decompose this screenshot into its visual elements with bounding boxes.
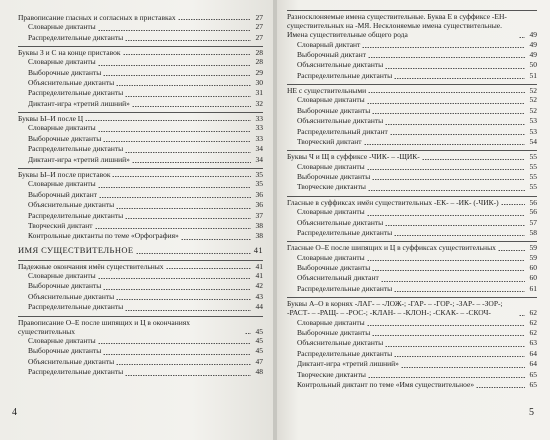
entry-page-number: 45	[255, 335, 263, 345]
entry-title: Выборочные диктанты	[28, 281, 102, 291]
toc-entry	[287, 318, 537, 328]
entry-page-number: 50	[529, 60, 537, 70]
dot-leader	[181, 239, 251, 240]
toc-entry	[18, 155, 263, 165]
toc-section	[18, 316, 263, 378]
entry-title: Правописание О–Е после шипящих и Ц в окончаниях существительных	[18, 317, 190, 336]
dot-leader	[368, 377, 525, 378]
entry-page-number: 33	[255, 123, 263, 133]
entry-title: Правописание гласных и согласных в приставках	[18, 13, 176, 22]
entry-title: Выборочный диктант	[297, 50, 366, 60]
chapter-heading	[18, 245, 263, 256]
section-heading	[287, 86, 537, 95]
dot-leader	[372, 179, 525, 180]
dot-leader	[98, 278, 251, 279]
dot-leader	[498, 250, 525, 251]
toc-entry	[18, 302, 263, 312]
entry-title: Словарные диктанты	[28, 270, 96, 280]
entry-page-number: 52	[529, 105, 537, 115]
toc-entry	[287, 95, 537, 105]
toc-section	[18, 168, 263, 242]
entry-page-number: 59	[529, 252, 537, 262]
entry-page-number: 27	[255, 22, 263, 32]
entry-title: Распределительные диктанты	[28, 144, 124, 154]
dot-leader	[385, 124, 525, 125]
entry-title: Объяснительные диктанты	[297, 60, 384, 70]
toc-entry	[18, 33, 263, 43]
dot-leader	[401, 367, 525, 368]
entry-title: Творческий диктант	[297, 137, 362, 147]
dot-leader	[394, 78, 525, 79]
toc-entry	[287, 127, 537, 137]
entry-page-number: 41	[253, 244, 263, 255]
dot-leader	[519, 37, 525, 38]
entry-page-number: 56	[529, 197, 537, 207]
section-heading	[18, 13, 263, 22]
entry-page-number: 64	[529, 359, 537, 369]
entry-page-number: 42	[255, 281, 263, 291]
entry-title: Словарные диктанты	[28, 22, 96, 32]
entry-page-number: 27	[255, 13, 263, 22]
dot-leader	[476, 387, 525, 388]
entry-title: Объяснительные диктанты	[28, 78, 115, 88]
dot-leader	[362, 47, 525, 48]
dot-leader	[178, 19, 251, 20]
toc-entry	[18, 221, 263, 231]
entry-page-number: 55	[529, 161, 537, 171]
toc-entry	[18, 78, 263, 88]
entry-title: Распределительные диктанты	[28, 32, 124, 42]
dot-leader	[116, 364, 251, 365]
dot-leader	[125, 218, 251, 219]
toc-entry	[18, 211, 263, 221]
toc-section	[18, 260, 263, 313]
dot-leader	[132, 162, 251, 163]
entry-title: Объяснительные диктанты	[28, 291, 115, 301]
entry-title: Распределительные диктанты	[297, 283, 393, 293]
entry-page-number: 41	[255, 270, 263, 280]
entry-page-number: 62	[529, 327, 537, 337]
entry-title: Объяснительные диктанты	[297, 217, 384, 227]
entry-page-number: 53	[529, 116, 537, 126]
entry-page-number: 55	[529, 152, 537, 162]
section-heading	[18, 48, 263, 57]
entry-page-number: 36	[255, 200, 263, 210]
dot-leader	[367, 215, 525, 216]
entry-title: Объяснительные диктанты	[297, 338, 384, 348]
section-heading	[287, 12, 537, 40]
entry-page-number: 62	[529, 317, 537, 327]
toc-entry	[18, 346, 263, 356]
section-heading	[18, 170, 263, 179]
entry-page-number: 57	[529, 217, 537, 227]
right-page-number: 5	[529, 407, 534, 418]
toc-entry	[287, 116, 537, 126]
entry-title: Выборочные диктанты	[297, 172, 371, 182]
entry-title: Распределительные диктанты	[297, 348, 393, 358]
dot-leader	[367, 103, 525, 104]
toc-entry	[18, 99, 263, 109]
section-heading	[18, 262, 263, 271]
dot-leader	[125, 310, 251, 311]
left-table-of-contents	[18, 12, 263, 381]
toc-section	[18, 12, 263, 43]
toc-entry	[287, 218, 537, 228]
entry-page-number: 45	[255, 346, 263, 356]
entry-page-number: 38	[255, 220, 263, 230]
section-heading	[287, 243, 537, 252]
toc-section	[287, 196, 537, 238]
entry-page-number: 63	[529, 338, 537, 348]
dot-leader	[125, 40, 251, 41]
entry-page-number: 64	[529, 348, 537, 358]
toc-entry	[287, 50, 537, 60]
entry-title: Диктант-игра «третий лишний»	[297, 359, 399, 369]
entry-title: Объяснительные диктанты	[28, 200, 115, 210]
entry-title: Выборочные диктанты	[297, 327, 371, 337]
dot-leader	[367, 169, 525, 170]
dot-leader	[123, 54, 251, 55]
dot-leader	[394, 235, 525, 236]
entry-page-number: 56	[529, 207, 537, 217]
dot-leader	[390, 134, 525, 135]
toc-entry	[18, 231, 263, 241]
toc-entry	[287, 284, 537, 294]
entry-title: Диктант-игра «третий лишний»	[28, 154, 130, 164]
dot-leader	[394, 356, 525, 357]
dot-leader	[385, 68, 525, 69]
dot-leader	[394, 291, 525, 292]
entry-page-number: 61	[529, 283, 537, 293]
toc-entry	[18, 68, 263, 78]
entry-title: Распределительные диктанты	[28, 367, 124, 377]
entry-page-number: 41	[255, 261, 263, 271]
entry-title: Объяснительный диктант	[297, 273, 379, 283]
entry-title: Выборочные диктанты	[297, 262, 371, 272]
toc-section	[287, 84, 537, 147]
toc-entry	[287, 60, 537, 70]
entry-title: Буквы Ы–И после Ц	[18, 114, 84, 124]
dot-leader	[125, 96, 251, 97]
entry-page-number: 62	[529, 308, 537, 318]
dot-leader	[95, 228, 251, 229]
entry-page-number: 34	[255, 144, 263, 154]
toc-section	[287, 150, 537, 192]
entry-page-number: 30	[255, 78, 263, 88]
entry-title: Распределительный диктант	[297, 126, 388, 136]
dot-leader	[136, 253, 252, 254]
entry-title: Выборочный диктант	[28, 189, 97, 199]
entry-page-number: 38	[255, 231, 263, 241]
entry-page-number: 28	[255, 57, 263, 67]
toc-entry	[287, 40, 537, 50]
dot-leader	[103, 354, 251, 355]
toc-entry	[18, 357, 263, 367]
entry-page-number: 37	[255, 210, 263, 220]
entry-page-number: 48	[255, 367, 263, 377]
entry-title: Творческие диктанты	[297, 182, 366, 192]
dot-leader	[368, 190, 525, 191]
dot-leader	[385, 225, 525, 226]
toc-entry	[18, 271, 263, 281]
dot-leader	[381, 281, 525, 282]
entry-page-number: 35	[255, 179, 263, 189]
dot-leader	[98, 30, 251, 31]
entry-page-number: 43	[255, 291, 263, 301]
dot-leader	[116, 299, 251, 300]
entry-title: Словарные диктанты	[28, 57, 96, 67]
entry-title: Словарные диктанты	[28, 179, 96, 189]
entry-title: Творческие диктанты	[297, 369, 366, 379]
toc-entry	[287, 71, 537, 81]
entry-title: Словарный диктант	[297, 39, 361, 49]
toc-section	[18, 112, 263, 165]
entry-title: Буквы Ы–И после приставок	[18, 170, 111, 180]
entry-title: Объяснительные диктанты	[28, 356, 115, 366]
entry-title: Буквы Ч и Щ в суффиксе -ЧИК- – -ЩИК-	[287, 152, 420, 162]
toc-entry	[287, 162, 537, 172]
dot-leader	[98, 131, 251, 132]
section-heading	[18, 318, 263, 336]
toc-entry	[287, 207, 537, 217]
entry-title: Творческий диктант	[28, 220, 93, 230]
entry-title: ИМЯ СУЩЕСТВИТЕЛЬНОЕ	[18, 244, 134, 255]
toc-entry	[18, 281, 263, 291]
entry-page-number: 51	[529, 70, 537, 80]
section-heading	[287, 152, 537, 161]
dot-leader	[98, 343, 251, 344]
toc-entry	[287, 106, 537, 116]
toc-section	[18, 46, 263, 109]
entry-title: Диктант-игра «третий лишний»	[28, 98, 130, 108]
toc-entry	[287, 380, 537, 390]
section-heading	[287, 299, 537, 317]
entry-page-number: 29	[255, 67, 263, 77]
toc-entry	[287, 328, 537, 338]
entry-title: Объяснительные диктанты	[297, 116, 384, 126]
dot-leader	[112, 176, 251, 177]
toc-entry	[18, 367, 263, 377]
dot-leader	[368, 92, 525, 93]
dot-leader	[103, 141, 251, 142]
entry-title: Распределительные диктанты	[28, 88, 124, 98]
dot-leader	[367, 325, 525, 326]
dot-leader	[372, 270, 525, 271]
dot-leader	[519, 315, 525, 316]
entry-page-number: 49	[529, 50, 537, 60]
entry-title: Контрольный диктант по теме «Имя существительное»	[297, 379, 475, 389]
entry-title: Словарные диктанты	[28, 335, 96, 345]
dot-leader	[85, 120, 251, 121]
dot-leader	[368, 57, 525, 58]
entry-page-number: 49	[529, 39, 537, 49]
toc-entry	[287, 273, 537, 283]
toc-entry	[287, 228, 537, 238]
section-heading	[287, 198, 537, 207]
section-heading	[18, 114, 263, 123]
left-page-number: 4	[12, 407, 17, 418]
entry-title: Падежные окончания имён существительных	[18, 261, 164, 271]
entry-page-number: 60	[529, 273, 537, 283]
toc-entry	[287, 359, 537, 369]
toc-entry	[287, 263, 537, 273]
entry-page-number: 32	[255, 98, 263, 108]
dot-leader	[385, 346, 525, 347]
entry-page-number: 34	[255, 154, 263, 164]
entry-title: Словарные диктанты	[297, 95, 365, 105]
entry-page-number: 55	[529, 182, 537, 192]
toc-entry	[18, 292, 263, 302]
entry-title: Распределительные диктанты	[28, 210, 124, 220]
entry-page-number: 49	[529, 30, 537, 40]
entry-page-number: 45	[255, 326, 263, 336]
dot-leader	[125, 152, 251, 153]
entry-title: Буквы З и С на конце приставок	[18, 48, 121, 58]
entry-title: Выборочные диктанты	[28, 133, 102, 143]
toc-entry	[287, 137, 537, 147]
right-table-of-contents	[287, 10, 537, 393]
toc-entry	[18, 144, 263, 154]
entry-page-number: 60	[529, 262, 537, 272]
toc-entry	[18, 200, 263, 210]
entry-page-number: 53	[529, 126, 537, 136]
entry-title: Гласные О–Е после шипящих и Ц в суффиксах существительных	[287, 243, 496, 253]
dot-leader	[125, 375, 251, 376]
toc-entry	[287, 338, 537, 348]
dot-leader	[99, 197, 251, 198]
toc-entry	[18, 88, 263, 98]
toc-entry	[18, 179, 263, 189]
entry-title: Словарные диктанты	[297, 161, 365, 171]
entry-title: Распределительные диктанты	[297, 70, 393, 80]
toc-entry	[18, 57, 263, 67]
toc-entry	[287, 182, 537, 192]
entry-title: Разносклоняемые имена существительные. Буква Е в суффиксе -ЕН- существительных на -МЯ. Несклоняемые имена существительные. Имена существительные общего рода	[287, 12, 507, 40]
entry-page-number: 44	[255, 302, 263, 312]
entry-page-number: 47	[255, 356, 263, 366]
dot-leader	[103, 289, 251, 290]
entry-title: НЕ с существительными	[287, 86, 367, 96]
entry-page-number: 52	[529, 95, 537, 105]
entry-title: Контрольные диктанты по теме «Орфография»	[28, 231, 179, 241]
toc-entry	[287, 370, 537, 380]
entry-page-number: 35	[255, 170, 263, 180]
entry-page-number: 55	[529, 172, 537, 182]
entry-page-number: 54	[529, 137, 537, 147]
dot-leader	[103, 75, 251, 76]
dot-leader	[98, 65, 251, 66]
toc-entry	[18, 134, 263, 144]
toc-entry	[18, 123, 263, 133]
dot-leader	[116, 85, 251, 86]
toc-entry	[287, 349, 537, 359]
entry-title: Распределительные диктанты	[28, 302, 124, 312]
dot-leader	[372, 113, 525, 114]
toc-entry	[18, 22, 263, 32]
entry-page-number: 31	[255, 88, 263, 98]
dot-leader	[132, 106, 251, 107]
entry-page-number: 59	[529, 243, 537, 253]
toc-entry	[18, 336, 263, 346]
dot-leader	[372, 335, 525, 336]
left-page	[0, 0, 273, 440]
entry-title: Выборочные диктанты	[28, 346, 102, 356]
dot-leader	[364, 144, 525, 145]
entry-title: Словарные диктанты	[297, 317, 365, 327]
entry-page-number: 33	[255, 114, 263, 124]
toc-section	[287, 241, 537, 294]
dot-leader	[422, 159, 525, 160]
entry-title: Распределительные диктанты	[297, 227, 393, 237]
dot-leader	[367, 260, 525, 261]
toc-entry	[18, 190, 263, 200]
toc-section	[287, 10, 537, 81]
right-page	[277, 0, 550, 440]
dot-leader	[501, 204, 525, 205]
entry-page-number: 58	[529, 227, 537, 237]
dot-leader	[166, 268, 251, 269]
entry-title: Выборочные диктанты	[28, 67, 102, 77]
entry-title: Словарные диктанты	[297, 207, 365, 217]
entry-page-number: 33	[255, 133, 263, 143]
entry-title: Гласные в суффиксах имён существительных -ЕК- – -ИК- (-ЧИК-)	[287, 197, 499, 207]
dot-leader	[116, 208, 251, 209]
entry-page-number: 36	[255, 189, 263, 199]
entry-page-number: 52	[529, 86, 537, 96]
toc-entry	[287, 253, 537, 263]
entry-page-number: 27	[255, 32, 263, 42]
entry-page-number: 65	[529, 379, 537, 389]
toc-entry	[287, 172, 537, 182]
entry-page-number: 65	[529, 369, 537, 379]
dot-leader	[98, 187, 251, 188]
dot-leader	[245, 333, 251, 334]
entry-page-number: 28	[255, 48, 263, 58]
entry-title: Выборочные диктанты	[297, 105, 371, 115]
entry-title: Словарные диктанты	[28, 123, 96, 133]
toc-section	[287, 297, 537, 390]
entry-title: Словарные диктанты	[297, 252, 365, 262]
entry-title: Буквы А–О в корнях -ЛАГ- – -ЛОЖ-; -ГАР- – -ГОР-; -ЗАР- – -ЗОР-; -РАСТ- – -РАЩ- – -РОС-; -КЛАН- – -КЛОН-; -СКАК- – -СКОЧ-	[287, 299, 503, 318]
